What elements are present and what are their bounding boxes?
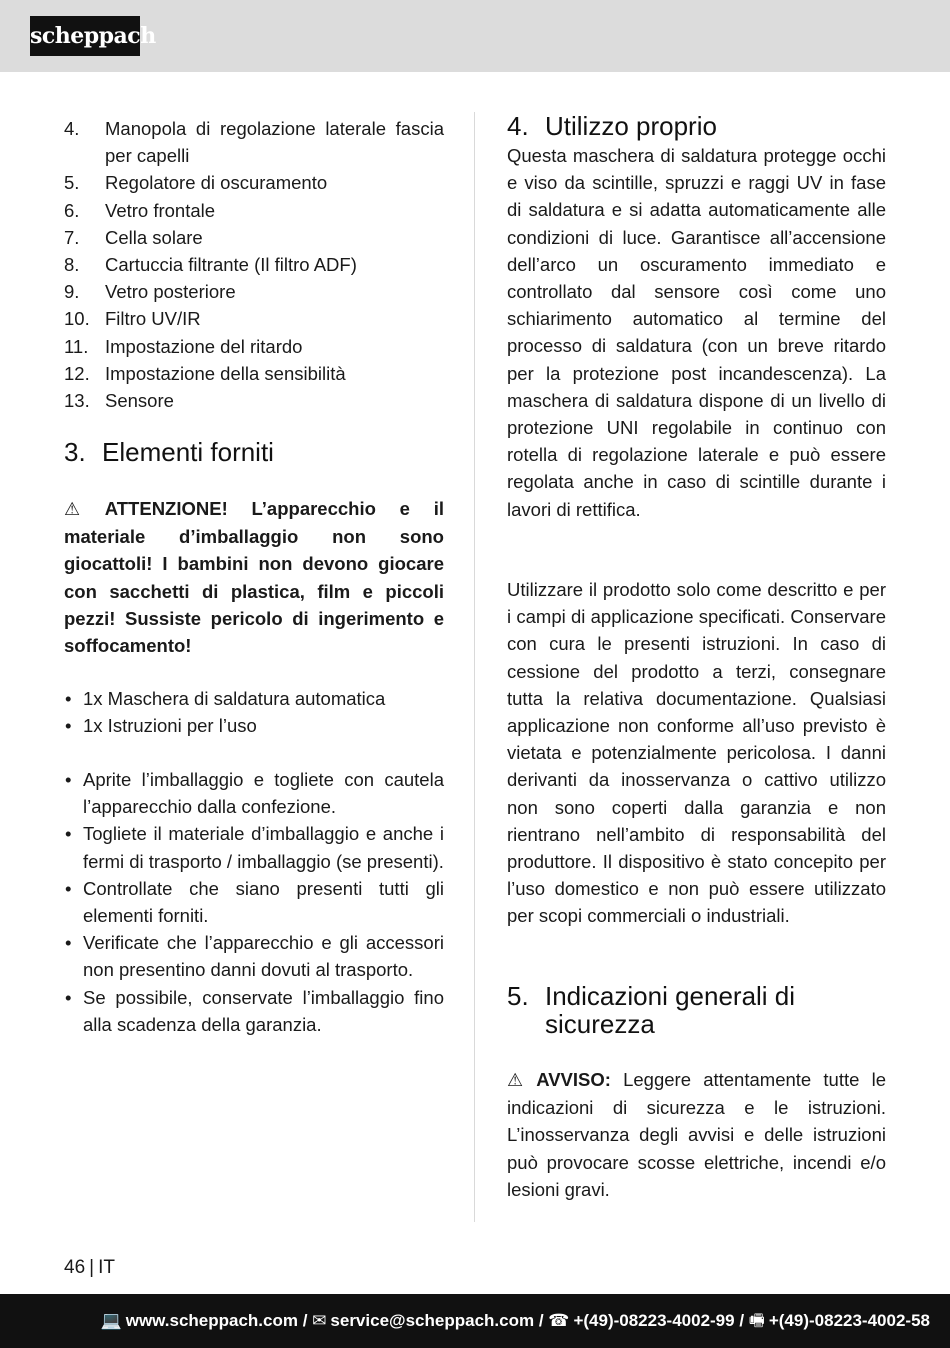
list-item: • Verificate che l’apparecchio e gli accessori non presentino danni dovuti al trasporto.	[64, 929, 444, 983]
warning-text: ATTENZIONE! L’apparecchio e il materiale d’imballaggio non sono giocattoli! I bambini non devono giocare con sacchetti di plastica, film e piccoli pezzi! Sussiste pericolo di ingerimento e soffocamento!	[64, 498, 445, 657]
item-text: Regolatore di oscuramento	[105, 172, 328, 194]
item-number: 10.	[64, 308, 90, 330]
list-item	[64, 360, 444, 387]
item-number: 13.	[64, 390, 90, 412]
warning-icon: ⚠	[64, 499, 99, 519]
page-number	[64, 1256, 115, 1280]
page-separator: |	[89, 1257, 95, 1278]
section-title: Indicazioni generali di sicurezza	[545, 981, 796, 1039]
list-item	[64, 115, 444, 169]
item-text: Impostazione della sensibilità	[105, 362, 346, 384]
phone-icon: ☎	[548, 1311, 570, 1330]
envelope-icon: ✉	[312, 1311, 327, 1330]
section-title: Utilizzo proprio	[545, 111, 717, 141]
item-number: 12.	[64, 362, 90, 384]
list-item	[64, 197, 444, 224]
list-item: • Se possibile, conservate l’imballaggio fino alla scadenza della garanzia.	[64, 984, 444, 1038]
page-footer	[0, 1294, 950, 1348]
section-number: 4.	[507, 111, 529, 141]
list-item: • Aprite l’imballaggio e togliete con cautela l’apparecchio dalla confezione.	[64, 766, 444, 820]
list-item	[64, 305, 444, 332]
website-link[interactable]: www.scheppach.com	[125, 1311, 298, 1330]
item-text: Vetro frontale	[105, 199, 216, 221]
contact-line	[0, 1294, 930, 1348]
section-number: 5.	[507, 981, 529, 1011]
item-text: Cartuccia filtrante (Il filtro ADF)	[105, 254, 357, 276]
list-item	[64, 278, 444, 305]
footer-separator: /	[297, 1311, 313, 1330]
notice-paragraph	[507, 1066, 886, 1203]
computer-icon: 💻	[100, 1311, 122, 1330]
warning-icon: ⚠	[507, 1070, 531, 1090]
list-item	[64, 251, 444, 278]
delivered-items-list	[64, 685, 444, 739]
footer-separator: /	[734, 1311, 749, 1330]
page-number-value: 46	[64, 1257, 86, 1278]
list-item: • 1x Maschera di saldatura automatica	[64, 685, 444, 712]
list-item: • 1x Istruzioni per l’uso	[64, 712, 444, 739]
unpacking-steps-list	[64, 766, 444, 1038]
warning-paragraph	[64, 495, 444, 659]
item-number: 5.	[64, 172, 80, 194]
item-text: Filtro UV/IR	[105, 308, 201, 330]
item-number: 8.	[64, 254, 80, 276]
item-number: 7.	[64, 226, 80, 248]
section-heading-indicazioni-sicurezza	[507, 982, 886, 1038]
section-title: Elementi forniti	[102, 437, 274, 467]
column-divider	[474, 112, 475, 1222]
item-number: 6.	[64, 199, 80, 221]
notice-text: Leggere attentamente tutte le indicazioni di sicurezza e le istruzioni. L’inosservanza degli avvisi e delle istruzioni può provocare scosse elettriche, incendi e/o lesioni gravi.	[507, 1069, 886, 1200]
item-text: Vetro posteriore	[105, 281, 236, 303]
fax-icon: 🖷	[748, 1311, 765, 1330]
brand-logo: scheppach	[30, 16, 140, 56]
list-item	[64, 333, 444, 360]
item-number: 11.	[64, 335, 89, 357]
fax-number: +(49)-08223-4002-58	[768, 1311, 930, 1330]
list-item: • Controllate che siano presenti tutti gli elementi forniti.	[64, 875, 444, 929]
item-text: Sensore	[105, 390, 174, 412]
page-header	[0, 0, 950, 72]
item-number: 4.	[64, 118, 80, 139]
notice-label: AVVISO:	[536, 1069, 611, 1090]
item-number: 9.	[64, 281, 80, 303]
usage-restrictions-paragraph: Utilizzare il prodotto solo come descritto e per i campi di applicazione specificati. Conservare con cura le presenti istruzioni. In caso di cessione del prodotto a terzi, consegnare tutta la relativa documentazione. Qualsiasi applicazione non conforme all’uso previsto è vietata e potenzialmente pericolosa. I danni derivanti da inosservanza o cattivo utilizzo non sono coperti dalla garanzia e non rientrano nell’ambito di responsabilità del produttore. Il dispositivo è stato concepito per l’uso domestico e non può essere utilizzato per scopi commerciali o industriali.	[507, 579, 886, 927]
intended-use-paragraph: Questa maschera di saldatura protegge occhi e viso da scintille, spruzzi e raggi UV in fase di saldatura e si adatta automaticamente alle condizioni di luce. Garantisce all’accensione dell’arco un oscuramento immediato e controllato dal sensore così come uno schiarimento automatico al termine del processo di saldatura (con un breve ritardo per la protezione post incandescenza). La maschera di saldatura dispone di un livello di protezione UNI regolabile in continuo con rotella di regolazione laterale e può essere regolata anche in caso di scintille durante i lavori di rettifica.	[507, 145, 886, 520]
section-number: 3.	[64, 437, 86, 467]
item-text: Cella solare	[105, 226, 203, 248]
item-text: Impostazione del ritardo	[105, 335, 303, 357]
phone-number: +(49)-08223-4002-99	[573, 1311, 735, 1330]
list-item	[64, 387, 444, 414]
list-item	[64, 224, 444, 251]
page-language: IT	[98, 1257, 115, 1278]
section-heading-utilizzo-proprio	[507, 112, 717, 140]
footer-separator: /	[534, 1311, 549, 1330]
section-heading-elementi-forniti	[64, 438, 274, 466]
list-item: • Togliete il materiale d’imballaggio e anche i fermi di trasporto / imballaggio (se presenti).	[64, 820, 444, 874]
list-item	[64, 169, 444, 196]
item-text: Manopola di regolazione laterale fascia per capelli	[105, 118, 444, 167]
email-link[interactable]: service@scheppach.com	[330, 1311, 535, 1330]
parts-list	[64, 115, 444, 414]
